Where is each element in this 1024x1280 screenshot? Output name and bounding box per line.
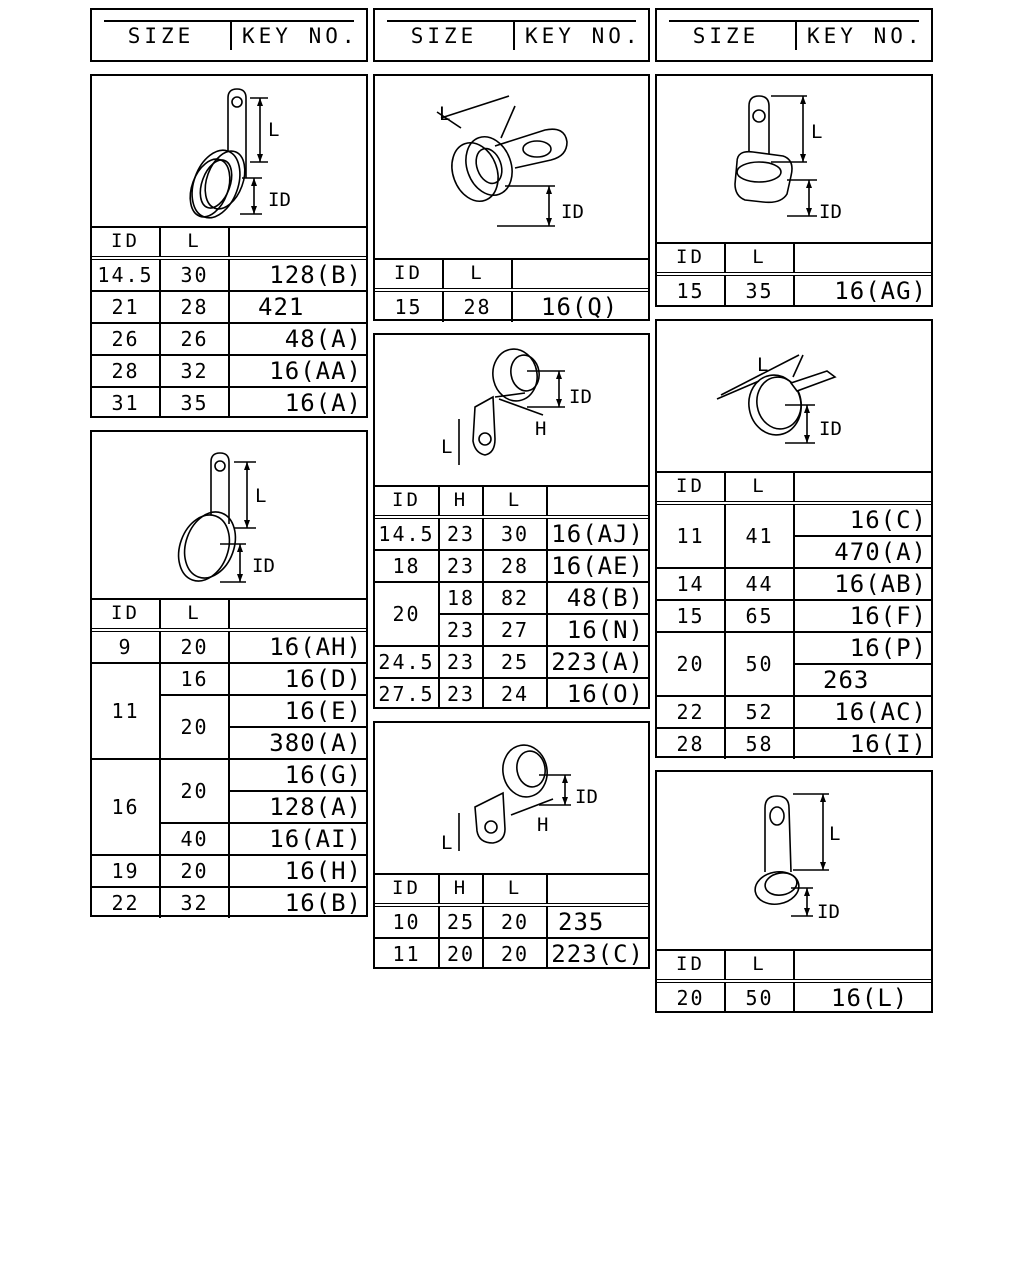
col-key (229, 226, 366, 258)
col-id: ID (375, 258, 443, 290)
table-row (92, 663, 366, 695)
header-divider (230, 22, 232, 50)
cell-l: 52 (725, 696, 794, 728)
cell-h: 25 (439, 905, 483, 938)
size-label: SIZE (692, 24, 760, 48)
cell-l: 35 (725, 274, 794, 306)
dim-id-label: ID (819, 201, 842, 223)
cell-id: 20 (657, 632, 725, 696)
cell-l: 28 (483, 550, 547, 582)
clamp-figure (92, 76, 366, 228)
dim-id-label: ID (252, 555, 275, 577)
cell-key: 16(I) (794, 728, 931, 759)
table-row (92, 855, 366, 887)
table-row (657, 503, 931, 536)
spec-table (375, 873, 648, 969)
dim-l-label: L (439, 103, 451, 125)
cell-h: 23 (439, 614, 483, 646)
table-row (92, 323, 366, 355)
cell-l: 25 (483, 646, 547, 678)
cell-id: 11 (92, 663, 160, 759)
cell-key: 48(A) (229, 323, 366, 355)
cell-key: 235 (547, 905, 648, 938)
spiral-clamp-drawing (92, 76, 366, 226)
table-head (375, 485, 648, 517)
cell-id: 11 (375, 938, 439, 969)
cushion-clamp-drawing (375, 76, 648, 258)
cell-l: 30 (160, 258, 229, 291)
cell-key: 16(P) (794, 632, 931, 664)
table-row (92, 291, 366, 323)
header-rule (104, 20, 354, 22)
offset-clamp-drawing (375, 335, 648, 485)
cell-id: 10 (375, 905, 439, 938)
table-head (657, 242, 931, 274)
dim-l-label: L (441, 436, 453, 458)
cell-l: 28 (160, 291, 229, 323)
cell-key: 16(AA) (229, 355, 366, 387)
cell-id: 15 (375, 290, 443, 322)
col-id: ID (657, 471, 725, 503)
table-row (375, 550, 648, 582)
header-rule (387, 20, 636, 22)
cell-l: 20 (160, 759, 229, 823)
clamp-block-c1-1 (90, 74, 368, 418)
col-l: L (725, 242, 794, 274)
cell-key: 16(H) (229, 855, 366, 887)
cell-key: 16(E) (229, 695, 366, 727)
cell-l: 26 (160, 323, 229, 355)
table-row (375, 905, 648, 938)
cell-key: 16(F) (794, 600, 931, 632)
col-id: ID (375, 873, 439, 905)
cell-id: 21 (92, 291, 160, 323)
table-row (375, 582, 648, 614)
table-row (92, 759, 366, 791)
spec-table (92, 226, 366, 418)
col-key (794, 471, 931, 503)
header-divider (513, 22, 515, 50)
col-id: ID (657, 242, 725, 274)
col-l: L (483, 873, 547, 905)
cell-id: 20 (375, 582, 439, 646)
cell-l: 32 (160, 355, 229, 387)
cell-key: 16(Q) (512, 290, 648, 322)
dim-l-label: L (829, 823, 841, 845)
cell-key: 16(AH) (229, 630, 366, 663)
p-clamp-drawing (657, 772, 931, 949)
cell-h: 23 (439, 550, 483, 582)
cell-id: 19 (92, 855, 160, 887)
table-row (657, 981, 931, 1013)
band-clamp-drawing (657, 321, 931, 471)
dim-h-label: H (537, 814, 549, 836)
loop-clamp-drawing (92, 432, 366, 598)
cell-l: 65 (725, 600, 794, 632)
clamp-block-c2-3 (373, 721, 650, 969)
dim-id-label: ID (817, 901, 840, 923)
cell-h: 23 (439, 517, 483, 550)
header-col1 (90, 8, 368, 62)
cell-l: 24 (483, 678, 547, 709)
cell-h: 18 (439, 582, 483, 614)
col-l: L (725, 471, 794, 503)
table-head (375, 258, 648, 290)
key-label: KEY NO. (807, 24, 924, 48)
clamp-block-c2-2 (373, 333, 650, 709)
cell-h: 20 (439, 938, 483, 969)
cell-key: 223(A) (547, 646, 648, 678)
cell-id: 20 (657, 981, 725, 1013)
clamp-figure (92, 432, 366, 600)
clamp-block-c2-1 (373, 74, 650, 321)
clamp-figure (657, 772, 931, 951)
cell-id: 18 (375, 550, 439, 582)
col-h: H (439, 485, 483, 517)
spec-table (657, 471, 931, 759)
cell-id: 14.5 (375, 517, 439, 550)
cell-id: 11 (657, 503, 725, 568)
table-row (92, 258, 366, 291)
cell-l: 16 (160, 663, 229, 695)
cell-l: 50 (725, 981, 794, 1013)
cell-h: 23 (439, 646, 483, 678)
cell-key: 16(AB) (794, 568, 931, 600)
cell-id: 28 (92, 355, 160, 387)
cell-key: 421 (229, 291, 366, 323)
cell-key: 16(B) (229, 887, 366, 918)
table-row (657, 632, 931, 664)
col-key (229, 598, 366, 630)
cell-id: 27.5 (375, 678, 439, 709)
key-label: KEY NO. (525, 24, 642, 48)
cell-key: 380(A) (229, 727, 366, 759)
table-head (375, 873, 648, 905)
cell-id: 9 (92, 630, 160, 663)
cell-key: 263 (794, 664, 931, 696)
table-row (375, 938, 648, 969)
col-l: L (160, 226, 229, 258)
table-row (375, 646, 648, 678)
dim-l-label: L (757, 354, 769, 376)
cell-id: 26 (92, 323, 160, 355)
cell-l: 35 (160, 387, 229, 418)
table-row (657, 728, 931, 759)
clamp-block-c3-1 (655, 74, 933, 307)
cell-h: 23 (439, 678, 483, 709)
dim-l-label: L (268, 119, 280, 141)
cell-id: 28 (657, 728, 725, 759)
cell-l: 30 (483, 517, 547, 550)
cell-l: 41 (725, 503, 794, 568)
col-l: L (483, 485, 547, 517)
clamp-figure (375, 723, 648, 875)
clamp-block-c3-2 (655, 319, 933, 758)
col-id: ID (92, 598, 160, 630)
table-row (657, 274, 931, 306)
spec-table (375, 485, 648, 709)
dim-id-label: ID (569, 386, 592, 408)
cell-l: 44 (725, 568, 794, 600)
dim-id-label: ID (268, 189, 291, 211)
cell-l: 50 (725, 632, 794, 696)
header-divider (795, 22, 797, 50)
cell-l: 20 (483, 905, 547, 938)
cell-id: 22 (657, 696, 725, 728)
col-id: ID (657, 949, 725, 981)
table-row (92, 387, 366, 418)
col-key (547, 873, 648, 905)
cell-key: 16(C) (794, 503, 931, 536)
cell-key: 16(G) (229, 759, 366, 791)
table-row (92, 630, 366, 663)
table-head (657, 949, 931, 981)
table-row (92, 355, 366, 387)
cell-key: 16(L) (794, 981, 931, 1013)
cell-l: 20 (160, 630, 229, 663)
col-key (512, 258, 648, 290)
table-row (657, 600, 931, 632)
cell-key: 16(A) (229, 387, 366, 418)
dim-id-label: ID (575, 786, 598, 808)
key-label: KEY NO. (242, 24, 359, 48)
dim-h-label: H (535, 418, 547, 440)
col-l: L (443, 258, 512, 290)
spec-table (92, 598, 366, 918)
table-row (375, 290, 648, 322)
clamp-block-c3-3 (655, 770, 933, 1013)
cell-l: 20 (160, 695, 229, 759)
col-key (794, 949, 931, 981)
cell-l: 20 (483, 938, 547, 969)
col-key (794, 242, 931, 274)
cell-key: 128(B) (229, 258, 366, 291)
cell-key: 470(A) (794, 536, 931, 568)
cell-key: 16(N) (547, 614, 648, 646)
cell-l: 82 (483, 582, 547, 614)
spec-table (375, 258, 648, 322)
header-col2 (373, 8, 650, 62)
offset-clamp-drawing (375, 723, 648, 873)
clamp-block-c1-2 (90, 430, 368, 917)
header-col3 (655, 8, 933, 62)
table-head (92, 226, 366, 258)
table-head (657, 471, 931, 503)
cell-l: 28 (443, 290, 512, 322)
table-row (657, 696, 931, 728)
cell-id: 22 (92, 887, 160, 918)
cell-key: 16(O) (547, 678, 648, 709)
cell-l: 58 (725, 728, 794, 759)
cell-l: 20 (160, 855, 229, 887)
cell-key: 128(A) (229, 791, 366, 823)
spec-table (657, 242, 931, 306)
dim-l-label: L (255, 485, 267, 507)
col-l: L (725, 949, 794, 981)
cell-id: 24.5 (375, 646, 439, 678)
col-l: L (160, 598, 229, 630)
cell-key: 16(AJ) (547, 517, 648, 550)
cell-l: 27 (483, 614, 547, 646)
dim-id-label: ID (819, 418, 842, 440)
size-label: SIZE (127, 24, 195, 48)
p-clamp-drawing (657, 76, 931, 242)
spec-table (657, 949, 931, 1013)
dim-l-label: L (441, 832, 453, 854)
cell-key: 16(D) (229, 663, 366, 695)
size-label: SIZE (410, 24, 478, 48)
cell-key: 16(AC) (794, 696, 931, 728)
dim-id-label: ID (561, 201, 584, 223)
col-id: ID (92, 226, 160, 258)
cell-id: 15 (657, 274, 725, 306)
cell-id: 31 (92, 387, 160, 418)
clamp-figure (375, 76, 648, 260)
dim-l-label: L (811, 121, 823, 143)
cell-id: 14.5 (92, 258, 160, 291)
table-head (92, 598, 366, 630)
table-row (92, 887, 366, 918)
clamp-figure (375, 335, 648, 487)
cell-l: 32 (160, 887, 229, 918)
cell-id: 15 (657, 600, 725, 632)
cell-id: 14 (657, 568, 725, 600)
col-key (547, 485, 648, 517)
cell-key: 223(C) (547, 938, 648, 969)
cell-key: 16(AG) (794, 274, 931, 306)
col-id: ID (375, 485, 439, 517)
clamp-figure (657, 76, 931, 244)
cell-id: 16 (92, 759, 160, 855)
cell-key: 16(AE) (547, 550, 648, 582)
cell-key: 48(B) (547, 582, 648, 614)
cell-l: 40 (160, 823, 229, 855)
table-row (657, 568, 931, 600)
cell-key: 16(AI) (229, 823, 366, 855)
table-row (375, 517, 648, 550)
clamp-figure (657, 321, 931, 473)
col-h: H (439, 873, 483, 905)
header-rule (669, 20, 919, 22)
table-row (375, 678, 648, 709)
